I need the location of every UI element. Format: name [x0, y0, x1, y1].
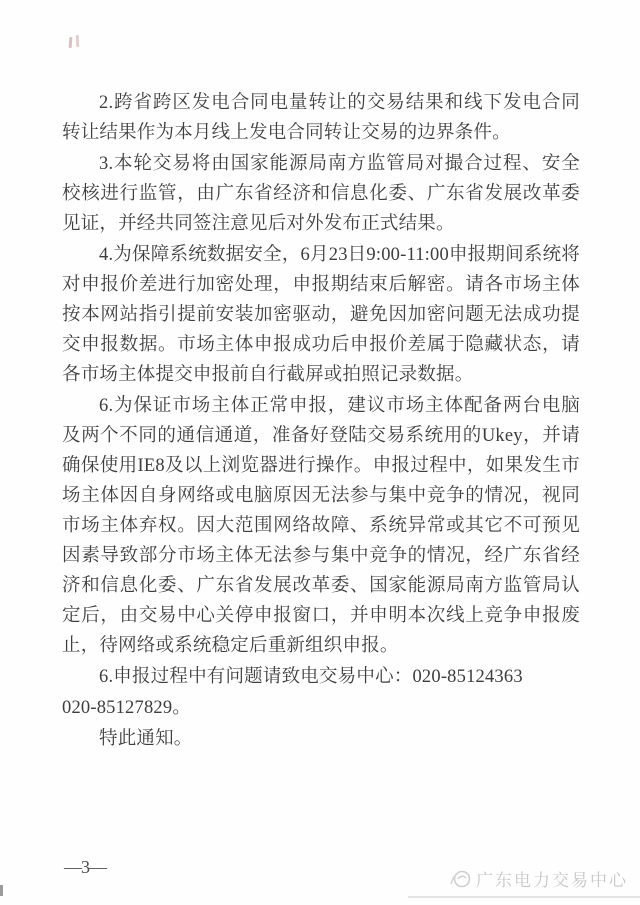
pen-mark — [69, 37, 73, 48]
pen-mark — [76, 35, 79, 47]
paragraph-5: 6.为保证市场主体正常申报，建议市场主体配备两台电脑及两个不同的通信通道，准备好登陆交易系统用的Ukey，并请确保使用IE8及以上浏览器进行操作。申报过程中，如果发生市场主体因自身网络或电脑原因无法参与集中竞争的情况，视同市场主体弃权。因大范围网络故障、系统异常或其它不可预见因素导致部分市场主体无法参与集中竞争的情况，经广东省经济和信息化委、广东省发展改革委、国家能源局南方监管局认定后，由交易中心关停申报窗口，并申明本次线上竞争申报废止，待网络或系统稳定后重新组织申报。 — [62, 396, 580, 656]
gdpx-logo-icon — [449, 869, 471, 889]
watermark-text: 广东电力交易中心 — [476, 871, 628, 890]
paragraph-closing: 特此通知。 — [99, 729, 193, 749]
paragraph-contact: 6.申报过程中有问题请致电交易中心：020-85124363 — [99, 667, 523, 687]
paragraph-3: 3.本轮交易将由国家能源局南方监管局对撮合过程、安全校核进行监管，由广东省经济和信息化委、广东省发展改革委见证，并经共同签注意见后对外发布正式结果。 — [62, 154, 580, 234]
page-number: —3— — [64, 857, 106, 877]
paragraph-4: 4.为保障系统数据安全，6月23日9:00-11:00申报期间系统将对申报价差进行加密处理，申报期结束后解密。请各市场主体按本网站指引提前安装加密驱动，避免因加密问题无法成功提交申报数据。市场主体申报成功后申报价差属于隐藏状态，请各市场主体提交申报前自行截屏或拍照记录数据。 — [62, 245, 580, 385]
scan-artifact-line — [408, 896, 640, 898]
paragraph-contact-continued: 020-85127829。 — [62, 698, 192, 718]
document-body — [62, 88, 580, 755]
watermark — [449, 866, 628, 891]
scan-artifact-tick — [0, 885, 3, 896]
paragraph-2: 2.跨省跨区发电合同电量转让的交易结果和线下发电合同转让结果作为本月线上发电合同转让交易的边界条件。 — [62, 93, 580, 143]
